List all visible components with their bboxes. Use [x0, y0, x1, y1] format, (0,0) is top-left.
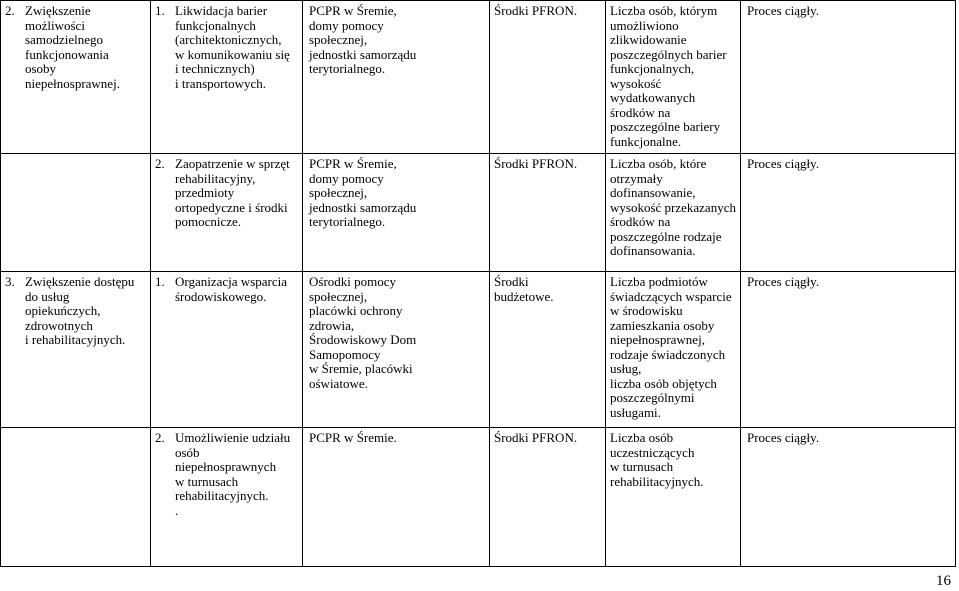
- deadline-text: Proces ciągły.: [740, 272, 951, 427]
- task-cell: [151, 1, 303, 154]
- goal-cell: [1, 428, 151, 567]
- indicator-cell: [606, 428, 956, 567]
- indicator-text: Liczba osób uczestniczących w turnusach rehabilitacyjnych.: [610, 430, 704, 489]
- task-number: 1.: [155, 3, 165, 18]
- executor-cell: [303, 154, 490, 272]
- task-text: Organizacja wsparcia środowiskowego.: [175, 274, 288, 304]
- task-number: 1.: [155, 274, 165, 289]
- executor-cell: [303, 272, 490, 428]
- funding-text: Środki budżetowe.: [494, 274, 554, 304]
- executor-text: PCPR w Śremie.: [309, 430, 397, 445]
- deadline-text: Proces ciągły.: [740, 428, 951, 566]
- goal-text: Zwiększenie możliwości samodzielnego funkcjonowania osoby niepełnosprawnej.: [25, 3, 120, 91]
- task-text: Umożliwienie udziału osób niepełnosprawnych w turnusach rehabilitacyjnych. .: [175, 430, 291, 518]
- task-number: 2.: [155, 430, 165, 445]
- deadline-text: Proces ciągły.: [740, 1, 951, 153]
- indicator-cell: [606, 154, 956, 272]
- executor-cell: [303, 1, 490, 154]
- indicator-text: Liczba osób, którym umożliwiono zlikwidowanie poszczególnych barier funkcjonalnych, wysokość wydatkowanych środków na poszczególne bariery funkcjonalne.: [610, 3, 727, 149]
- task-text: Zaopatrzenie w sprzęt rehabilitacyjny, przedmioty ortopedyczne i środki pomocnicze.: [175, 156, 290, 229]
- executor-text: Ośrodki pomocy społecznej, placówki ochrony zdrowia, Środowiskowy Dom Samopomocy w Śremie, placówki oświatowe.: [309, 274, 417, 391]
- goal-number: 3.: [5, 274, 15, 289]
- executor-cell: [303, 428, 490, 567]
- table-row: [1, 272, 956, 428]
- task-number: 2.: [155, 156, 165, 171]
- funding-text: Środki PFRON.: [494, 156, 578, 171]
- executor-text: PCPR w Śremie, domy pomocy społecznej, jednostki samorządu terytorialnego.: [309, 3, 417, 76]
- funding-text: Środki PFRON.: [494, 3, 578, 18]
- funding-cell: [490, 428, 606, 567]
- goal-cell: [1, 154, 151, 272]
- indicator-text: Liczba podmiotów świadczących wsparcie w środowisku zamieszkania osoby niepełnosprawnej, rodzaje świadczonych usług, liczba osób objętych poszczególnymi usługami.: [610, 274, 732, 420]
- funding-cell: [490, 1, 606, 154]
- deadline-text: Proces ciągły.: [740, 154, 951, 271]
- task-cell: [151, 154, 303, 272]
- indicator-cell: [606, 272, 956, 428]
- task-cell: [151, 428, 303, 567]
- funding-cell: [490, 154, 606, 272]
- table-row: [1, 428, 956, 567]
- table-row: [1, 154, 956, 272]
- funding-text: Środki PFRON.: [494, 430, 578, 445]
- executor-text: PCPR w Śremie, domy pomocy społecznej, jednostki samorządu terytorialnego.: [309, 156, 417, 229]
- indicator-text: Liczba osób, które otrzymały dofinansowanie, wysokość przekazanych środków na poszczególne rodzaje dofinansowania.: [610, 156, 736, 258]
- task-text: Likwidacja barier funkcjonalnych (architektonicznych, w komunikowaniu się i technicznych) i transportowych.: [175, 3, 290, 91]
- table-row: [1, 1, 956, 154]
- goal-number: 2.: [5, 3, 15, 18]
- indicator-cell: [606, 1, 956, 154]
- goal-cell: [1, 1, 151, 154]
- funding-cell: [490, 272, 606, 428]
- page-number: 16: [936, 573, 951, 589]
- task-cell: [151, 272, 303, 428]
- goal-text: Zwiększenie dostępu do usług opiekuńczych, zdrowotnych i rehabilitacyjnych.: [25, 274, 135, 347]
- goal-cell: [1, 272, 151, 428]
